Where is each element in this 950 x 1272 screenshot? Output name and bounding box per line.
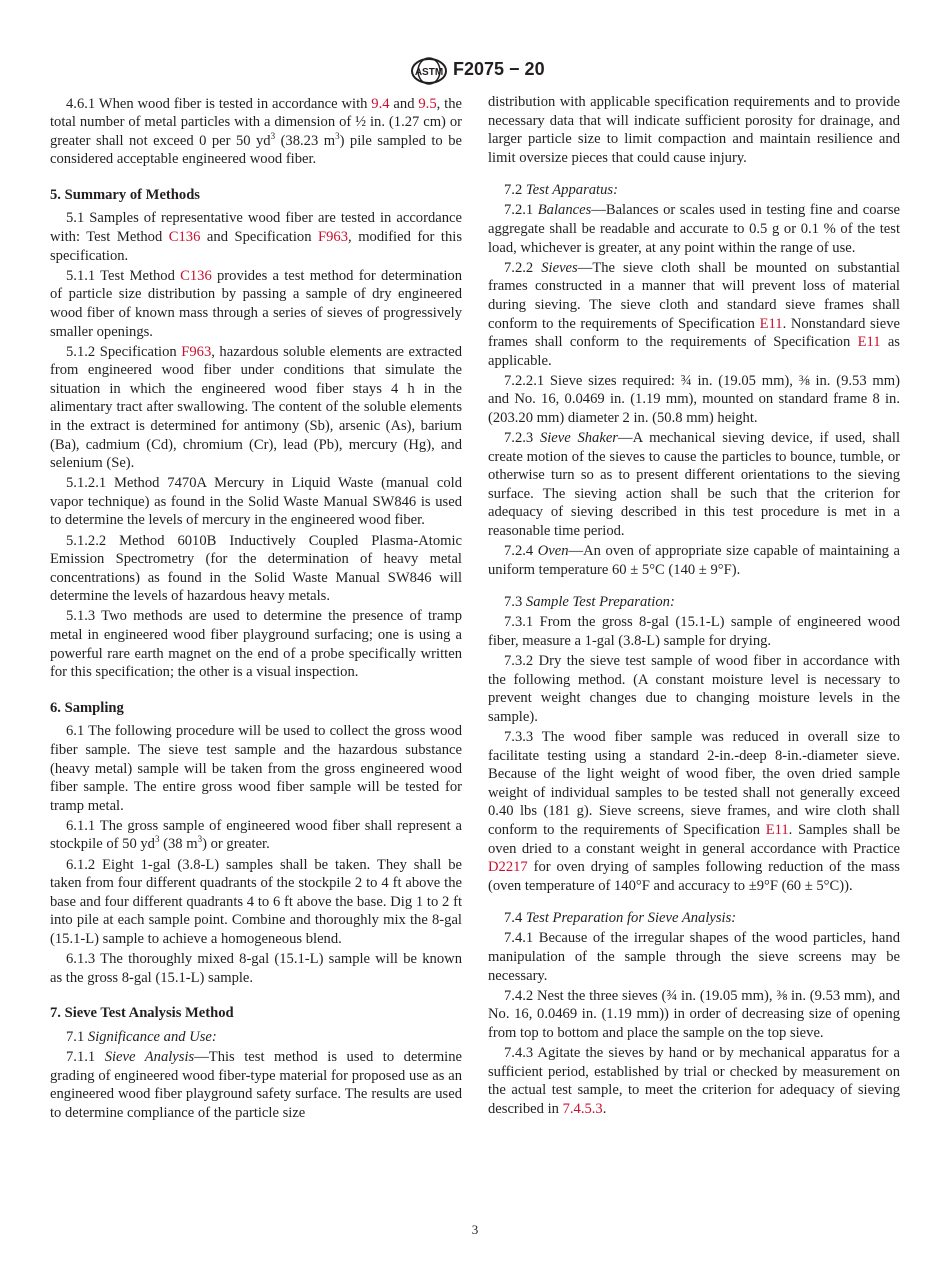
paragraph-5-1-2-2: 5.1.2.2 Method 6010B Inductively Coupled Plasma-Atomic Emission Spectrometry (for the determination of heavy metal concentrations) as found in the Solid Waste Manual SW846 will determine the levels of hazardous heavy metals. xyxy=(50,532,462,605)
paragraph-7-2-4: 7.2.4 Oven—An oven of appropriate size capable of maintaining a uniform temperature 60 ± 5°C (140 ± 9°F). xyxy=(488,543,900,578)
subsection-7-4-heading: 7.4 Test Preparation for Sieve Analysis: xyxy=(504,910,737,927)
page-header xyxy=(0,56,950,86)
subsection-7-1-heading: 7.1 Significance and Use: xyxy=(66,1028,217,1045)
paragraph-5-1: 5.1 Samples of representative wood fiber are tested in accordance with: Test Method C136 and Specification F963, modified for this specification. xyxy=(50,210,463,264)
ref-7-4-5-3-link[interactable]: 7.4.5.3 xyxy=(562,1100,603,1117)
paragraph-7-2-2: 7.2.2 Sieves—The sieve cloth shall be mounted on substantial frames constructed in a manner that will prevent loss of material during sieving. The sieve cloth and standard sieve frames shall conform to the requirements of Specification E11. Nonstandard sieve frames shall conform to the requirements of Specification E11 as applicable. xyxy=(488,259,900,369)
paragraph-7-3-2: 7.3.2 Dry the sieve test sample of wood fiber in accordance with the following method. (A constant moisture level is necessary to prevent weight changes due to changing moisture levels in the sample). xyxy=(488,653,900,725)
section-6-heading: 6. Sampling xyxy=(50,699,124,716)
subsection-7-3-heading: 7.3 Sample Test Preparation: xyxy=(504,594,675,611)
paragraph-6-1-3: 6.1.3 The thoroughly mixed 8-gal (15.1-L) sample will be known as the gross 8-gal (15.1-L) sample. xyxy=(50,951,462,986)
right-column xyxy=(488,93,900,1118)
paragraph-7-3-1: 7.3.1 From the gross 8-gal (15.1-L) sample of engineered wood fiber, measure a 1-gal (3.8-L) sample for drying. xyxy=(488,614,900,650)
paragraph-5-1-2-1: 5.1.2.1 Method 7470A Mercury in Liquid Waste (manual cold vapor technique) as found in the Solid Waste Manual SW846 is used to determine the levels of mercury in the engineered wood fiber. xyxy=(50,475,462,529)
paragraph-5-1-2: 5.1.2 Specification F963, hazardous soluble elements are extracted from engineered wood fiber under conditions that simulate the situation in which the engineered wood fiber stays 4 h in the alimentary tract after swallowing. The content of the soluble elements in the extract is determined for antimony (Sb), arsenic (As), barium (Ba), cadmium (Cd), chromium (Cr), lead (Pb), mercury (Hg), and selenium (Se). xyxy=(50,343,462,472)
paragraph-6-1: 6.1 The following procedure will be used to collect the gross wood fiber sample. The sieve test sample and the hazardous substance (heavy metal) sample will be taken from the gross engineered wood fiber sample. The entire gross wood fiber sample will be tested for tramp metal. xyxy=(50,723,462,814)
ref-e11-link[interactable]: E11 xyxy=(857,334,881,351)
paragraph-6-1-2: 6.1.2 Eight 1-gal (3.8-L) samples shall be taken. They shall be taken from four different quadrants of the stockpile 2 to 4 ft above the base and four different quadrants 4 to 6 ft above the base. Dig 1 to 2 ft into pile at each sample point. Combine and thoroughly mix the 8-gal (15.1-L) sample to achieve a homogeneous blend. xyxy=(50,856,462,947)
ref-d2217-link[interactable]: D2217 xyxy=(488,859,528,876)
section-5-heading: 5. Summary of Methods xyxy=(50,186,200,203)
left-column xyxy=(50,93,462,1122)
paragraph-5-1-3: 5.1.3 Two methods are used to determine the presence of tramp metal in engineered wood fiber playground surfacing; one is using a powerful rare earth magnet on the end of a probe specifically written for this specification; the other is a visual inspection. xyxy=(50,608,462,681)
paragraph-7-4-3: 7.4.3 Agitate the sieves by hand or by mechanical apparatus for a sufficient period, established by trial or checked by measurement on the actual test sample, to meet the criterion for adequacy of sieving described in 7.4.5.3. xyxy=(488,1045,900,1117)
astm-logo-icon xyxy=(409,57,449,85)
paragraph-7-3-3: 7.3.3 The wood fiber sample was reduced in overall size to facilitate testing using a standard 2-in.-deep 8-in.-diameter sieve. Because of the light weight of wood fiber, the oven dried sample weight of individual samples to be tested shall not generally exceed 0.40 lbs (181 g). Sieve screens, sieve frames, and wire cloth shall conform to the requirements of Specification E11. Samples shall be oven dried to a constant weight in general accordance with Practice D2217 for oven drying of samples following reduction of the mass (oven temperature of 140°F and accuracy to ±9°F (60 ± 5°C)). xyxy=(488,729,900,894)
paragraph-7-1-1-continued: distribution with applicable specification requirements and to provide necessary data that will indicate sufficient porosity for drainage, and larger particle size to limit compaction and maintain resilience and limit oversize pieces that could cause injury. xyxy=(488,94,900,166)
ref-c136-link[interactable]: C136 xyxy=(180,267,212,284)
paragraph-7-2-3: 7.2.3 Sieve Shaker—A mechanical sieving device, if used, shall create motion of the sieves to cause the particles to bounce, tumble, or otherwise turn so as to present different orientations to the sieving surface. The sieving action shall be such that the criterion for adequacy of sieving described in this test procedure is met in a reasonable time period. xyxy=(488,430,900,540)
ref-f963-link[interactable]: F963 xyxy=(181,343,212,360)
subsection-7-2-heading: 7.2 Test Apparatus: xyxy=(504,182,618,199)
ref-e11-link[interactable]: E11 xyxy=(759,315,783,332)
section-7-heading: 7. Sieve Test Analysis Method xyxy=(50,1005,234,1022)
paragraph-7-4-2: 7.4.2 Nest the three sieves (¾ in. (19.05 mm), ⅜ in. (9.53 mm), and No. 16, 0.0469 in. (1.19 mm)) in order of decreasing size of opening from top to bottom and place the sample on the top sieve. xyxy=(488,987,900,1041)
page-number: 3 xyxy=(471,1222,479,1237)
logo-text: ASTM xyxy=(414,67,444,78)
paragraph-7-2-1: 7.2.1 Balances—Balances or scales used in testing fine and coarse aggregate shall be readable and accurate to 0.5 g or 0.1 % of the test load, whichever is greater, at any point within the range of use. xyxy=(488,202,900,256)
ref-f963-link[interactable]: F963 xyxy=(318,229,349,246)
paragraph-7-2-2-1: 7.2.2.1 Sieve sizes required: ¾ in. (19.05 mm), ⅜ in. (9.53 mm) and No. 16, 0.0469 in. (1.19 mm), mounted on standard frame 8 in. (203.20 mm) diameter 2 in. (50.8 mm) height. xyxy=(488,372,900,426)
ref-9-5-link[interactable]: 9.5 xyxy=(418,95,437,112)
ref-9-4-link[interactable]: 9.4 xyxy=(371,95,390,112)
ref-c136-link[interactable]: C136 xyxy=(168,229,201,246)
paragraph-7-4-1: 7.4.1 Because of the irregular shapes of the wood particles, hand manipulation of the sample through the sieve screens may be necessary. xyxy=(488,930,900,984)
ref-e11-link[interactable]: E11 xyxy=(765,821,789,838)
paragraph-6-1-1: 6.1.1 The gross sample of engineered wood fiber shall represent a stockpile of 50 $yd^3$ (38 $m^3$) or greater. xyxy=(50,817,462,853)
document-id: F2075 − 20 xyxy=(453,59,545,79)
paragraph-4-6-1: 4.6.1 When wood fiber is tested in accordance with 9.4 and 9.5, the total number of metal particles with a dimension of ½ in. (1.27 cm) or greater shall not exceed 0 per 50 $yd^3$ (38.23 $m^3$) pile sampled to be considered acceptable engineered wood fiber. xyxy=(50,95,462,168)
paragraph-7-1-1: 7.1.1 Sieve Analysis—This test method is used to determine grading of engineered wood fiber-type material for proposed use as an engineered wood fiber playground safety surface. The results are used to determine compliance of the particle size xyxy=(50,1048,462,1121)
paragraph-5-1-1: 5.1.1 Test Method C136 provides a test method for determination of particle size distribution by passing a sample of dry engineered wood fiber of known mass through a series of sieves of progressively smaller openings. xyxy=(50,267,463,340)
